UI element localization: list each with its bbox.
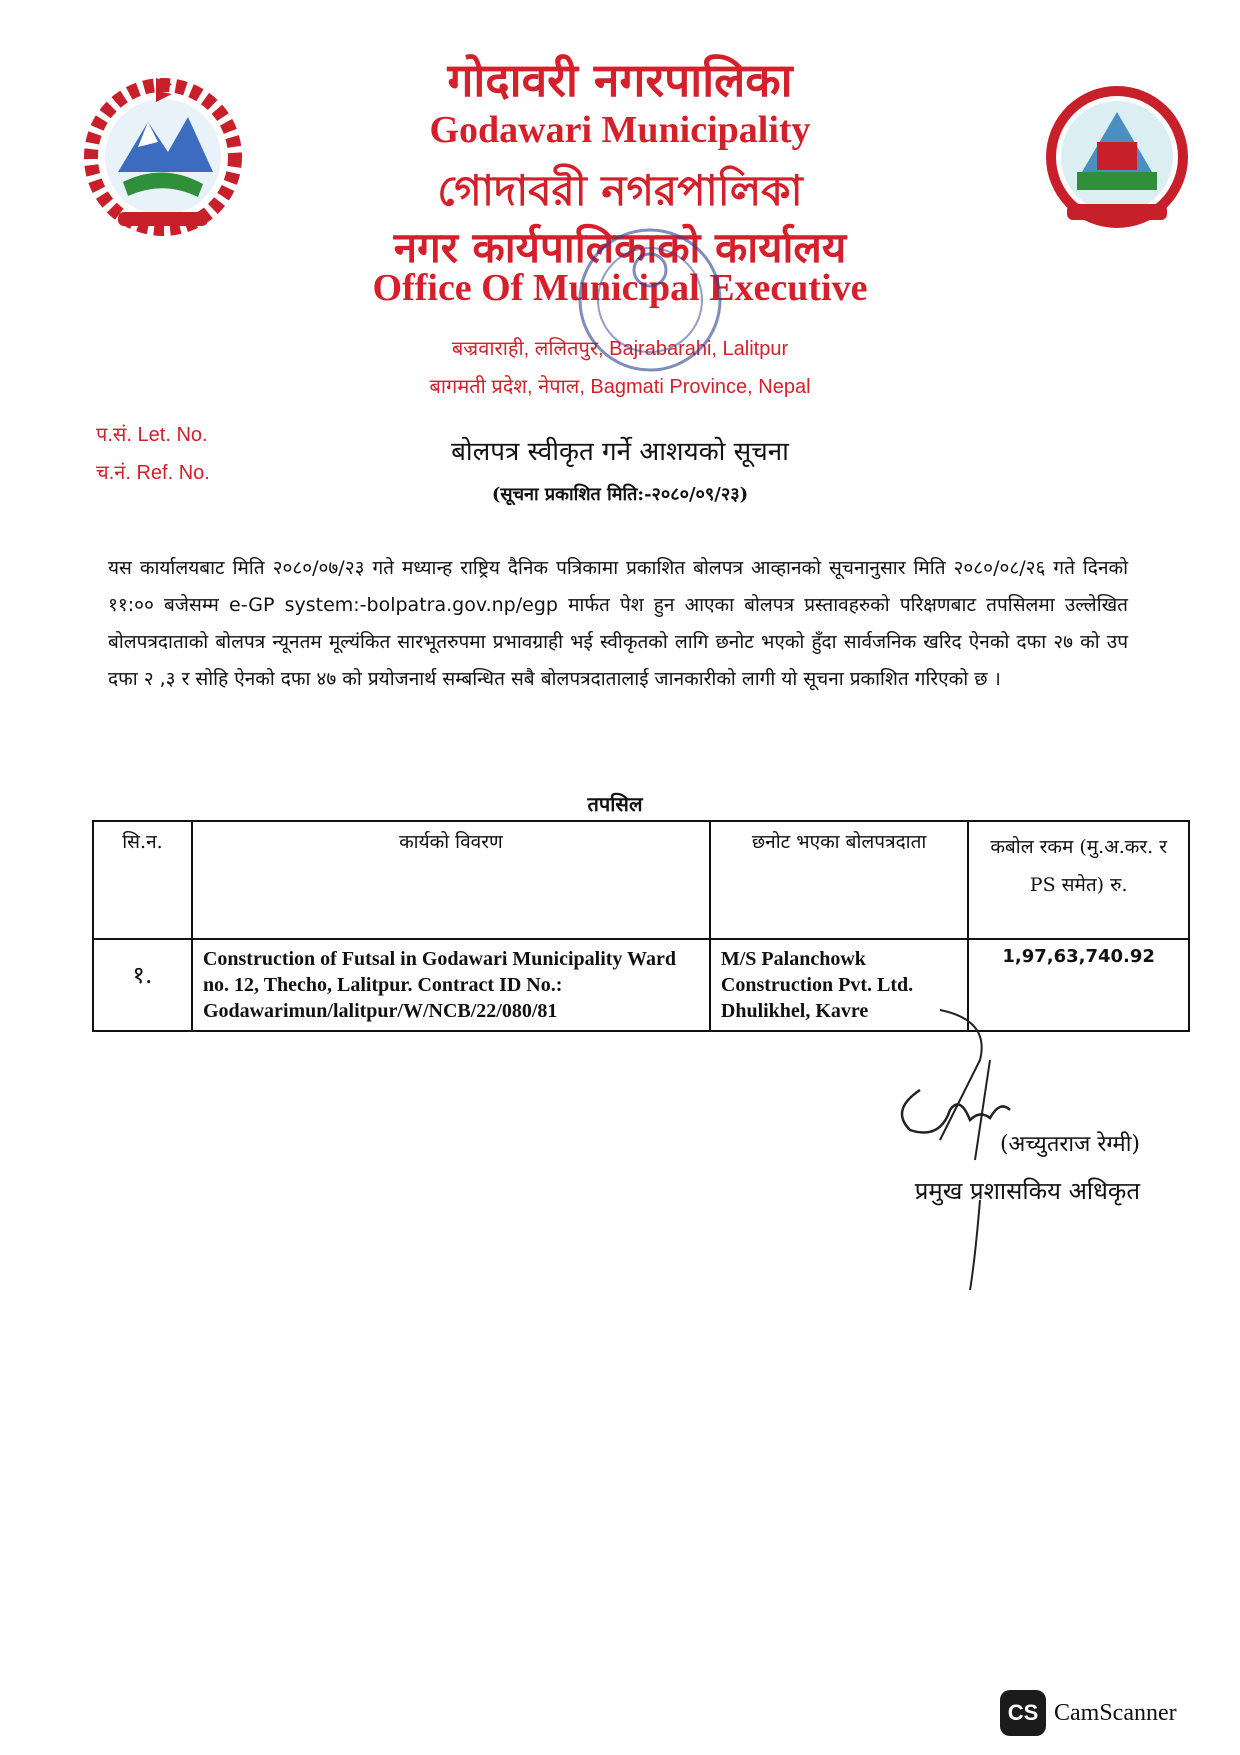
camscanner-label: CamScanner bbox=[1054, 1700, 1177, 1726]
address-line-1: बज्रवाराही, ललितपुर, Bajrabarahi, Lalitpur bbox=[451, 338, 789, 360]
header-serial: सि.न. bbox=[93, 821, 192, 939]
table-header-row bbox=[93, 821, 1189, 939]
cell-serial: १. bbox=[93, 939, 192, 1031]
header-bidder: छनोट भएका बोलपत्रदाता bbox=[710, 821, 968, 939]
municipality-title-newari: গোদাবরী নগরপালিকা bbox=[437, 166, 803, 215]
nepal-emblem-logo bbox=[78, 72, 248, 242]
municipality-title-nepali: गोदावरी नगरपालिका bbox=[447, 53, 793, 107]
signatory-title: प्रमुख प्रशासकिय अधिकृत bbox=[914, 1177, 1140, 1205]
camscanner-icon: CS bbox=[1000, 1690, 1046, 1736]
camscanner-watermark bbox=[1000, 1690, 1200, 1738]
table-caption: तपसिल bbox=[587, 792, 643, 816]
office-title-nepali: नगर कार्यपालिकाको कार्यालय bbox=[393, 223, 847, 272]
signatory-name: (अच्युतराज रेग्मी) bbox=[999, 1132, 1140, 1157]
cell-bidder: M/S Palanchowk Construction Pvt. Ltd. Dhulikhel, Kavre bbox=[710, 939, 968, 1031]
cell-description: Construction of Futsal in Godawari Municipality Ward no. 12, Thecho, Lalitpur. Contract ID No.: Godawarimun/lalitpur/W/NCB/22/080/81 bbox=[192, 939, 710, 1031]
notice-title: बोलपत्र स्वीकृत गर्ने आशयको सूचना bbox=[451, 437, 789, 467]
municipality-seal-logo bbox=[1042, 82, 1192, 232]
header-amount: कबोल रकम (मु.अ.कर. र PS समेत) रु. bbox=[968, 821, 1189, 939]
header-description: कार्यको विवरण bbox=[192, 821, 710, 939]
municipality-title-english: Godawari Municipality bbox=[429, 109, 811, 151]
office-title-english: Office Of Municipal Executive bbox=[372, 267, 868, 309]
letter-number-label: प.सं. Let. No. bbox=[96, 424, 208, 446]
office-stamp bbox=[560, 210, 740, 410]
notice-date: (सूचना प्रकाशित मिति:-२०८०/०९/२३) bbox=[491, 484, 749, 505]
notice-body: यस कार्यालयबाट मिति २०८०/०७/२३ गते मध्यान्ह राष्ट्रिय दैनिक पत्रिकामा प्रकाशित बोलपत्र आव्हानको सूचनानुसार मिति २०८०/०८/२६ गते दिनको ११:०० बजेसम्म e-GP system:-bolpatra.gov.np/egp मार्फत पेश हुन आएका बोलपत्र प्रस्तावहरुको परिक्षणबाट तपसिलमा उल्लेखित बोलपत्रदाताको बोलपत्र न्यूनतम मूल्यंकित सारभूतरुपमा प्रभावग्राही भई स्वीकृतको लागि छनोट भएको हुँदा सार्वजनिक खरिद ऐनको दफा २७ को उप दफा २ ,३ र सोहि ऐनको दफा ४७ को प्रयोजनार्थ सम्बन्धित सबै बोलपत्रदातालाई जानकारीको लागी यो सूचना प्रकाशित गरिएको छ । bbox=[108, 557, 1128, 690]
cell-amount: 1,97,63,740.92 bbox=[968, 939, 1189, 1031]
reference-number-label: च.नं. Ref. No. bbox=[96, 462, 210, 484]
address-line-2: बागमती प्रदेश, नेपाल, Bagmati Province, Nepal bbox=[429, 376, 811, 398]
